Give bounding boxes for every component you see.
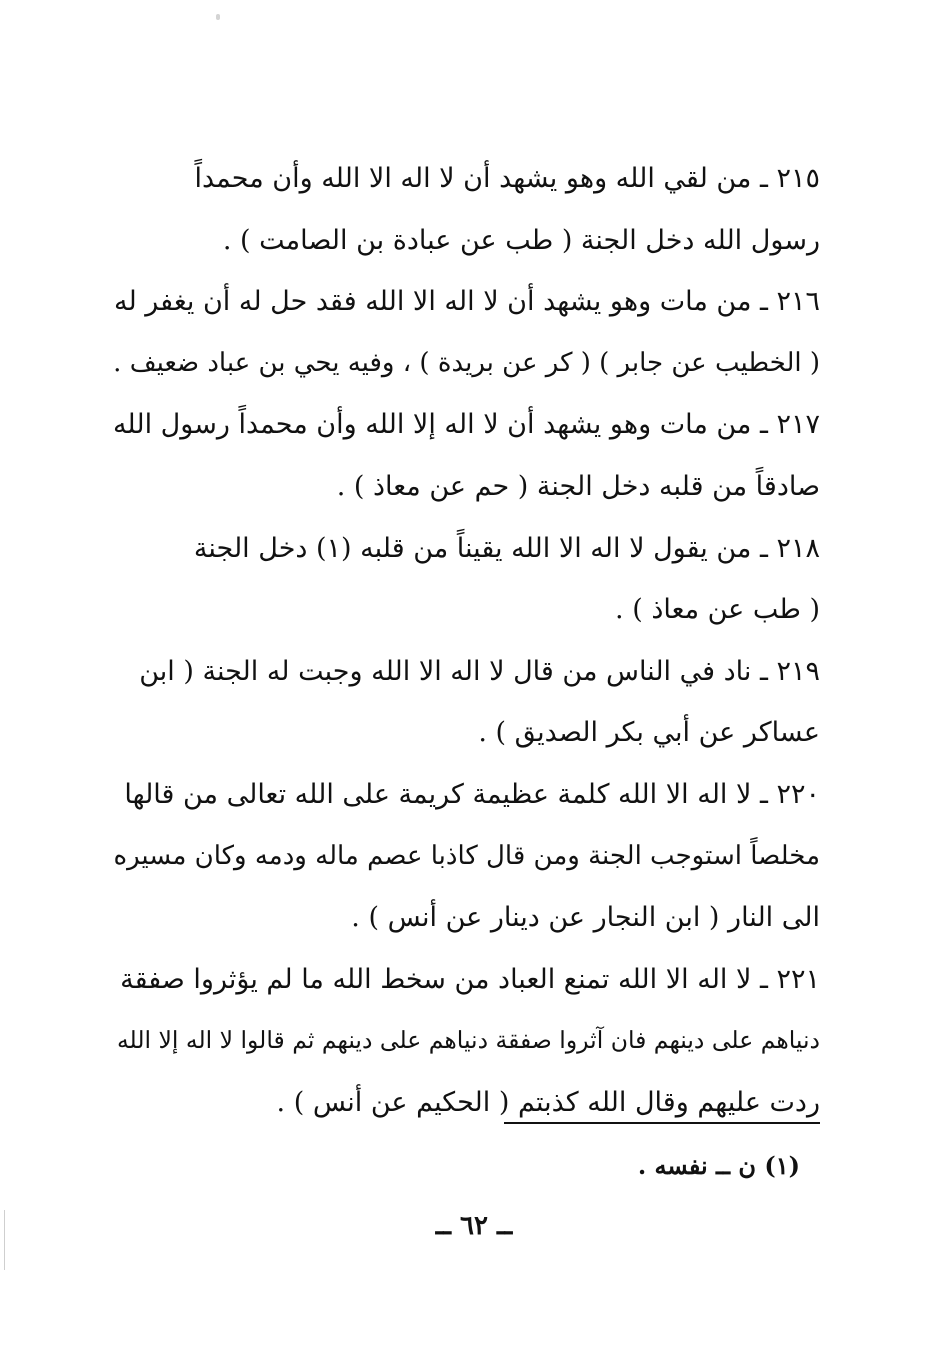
text-line: ٢١٥ ـ من لقي الله وهو يشهد أن لا اله الا الله وأن محمداً xyxy=(194,163,820,194)
page-number: ــ ٦٢ ــ xyxy=(435,1211,513,1241)
text-line: صادقاً من قلبه دخل الجنة ( حم عن معاذ ) . xyxy=(336,470,820,502)
text-line: دنياهم على دينهم فان آثروا صفقة دنياهم على دينهم ثم قالوا لا اله إلا الله xyxy=(116,1026,820,1055)
text-line: ٢٢٠ ـ لا اله الا الله كلمة عظيمة كريمة على الله تعالى من قالها xyxy=(124,778,820,810)
text-line: ٢١٨ ـ من يقول لا اله الا الله يقيناً من قلبه (١) دخل الجنة xyxy=(193,532,820,564)
scan-speck xyxy=(216,14,220,20)
hadith-text-block xyxy=(108,148,820,1134)
text-line: ٢١٦ ـ من مات وهو يشهد أن لا اله الا الله فقد حل له أن يغفر له xyxy=(114,286,820,318)
text-line: عساكر عن أبي بكر الصديق ) . xyxy=(478,717,820,749)
text-line: الى النار ( ابن النجار عن دينار عن أنس ) . xyxy=(351,902,820,934)
scan-edge-mark xyxy=(4,1210,5,1270)
text-line: مخلصاً استوجب الجنة ومن قال كاذبا عصم ماله ودمه وكان مسيره xyxy=(113,840,820,871)
text-line: ٢١٧ ـ من مات وهو يشهد أن لا اله إلا الله وأن محمداً رسول الله xyxy=(112,409,820,441)
footnote-divider xyxy=(504,1122,820,1124)
text-line: ردت عليهم وقال الله كذبتم ( الحكيم عن أنس ) . xyxy=(276,1086,820,1118)
text-line: ٢٢١ ـ لا اله الا الله تمنع العباد من سخط الله ما لم يؤثروا صفقة xyxy=(120,963,820,995)
text-line: رسول الله دخل الجنة ( طب عن عبادة بن الصامت ) . xyxy=(222,224,820,256)
text-line: ( طب عن معاذ ) . xyxy=(615,594,820,626)
footnote: (١) ن ــ نفسه . xyxy=(637,1151,800,1180)
text-line: ( الخطيب عن جابر ) ( كر عن بريدة ) ، وفيه يحي بن عباد ضعيف . xyxy=(113,347,820,378)
text-line: ٢١٩ ـ ناد في الناس من قال لا اله الا الله وجبت له الجنة ( ابن xyxy=(139,655,820,687)
